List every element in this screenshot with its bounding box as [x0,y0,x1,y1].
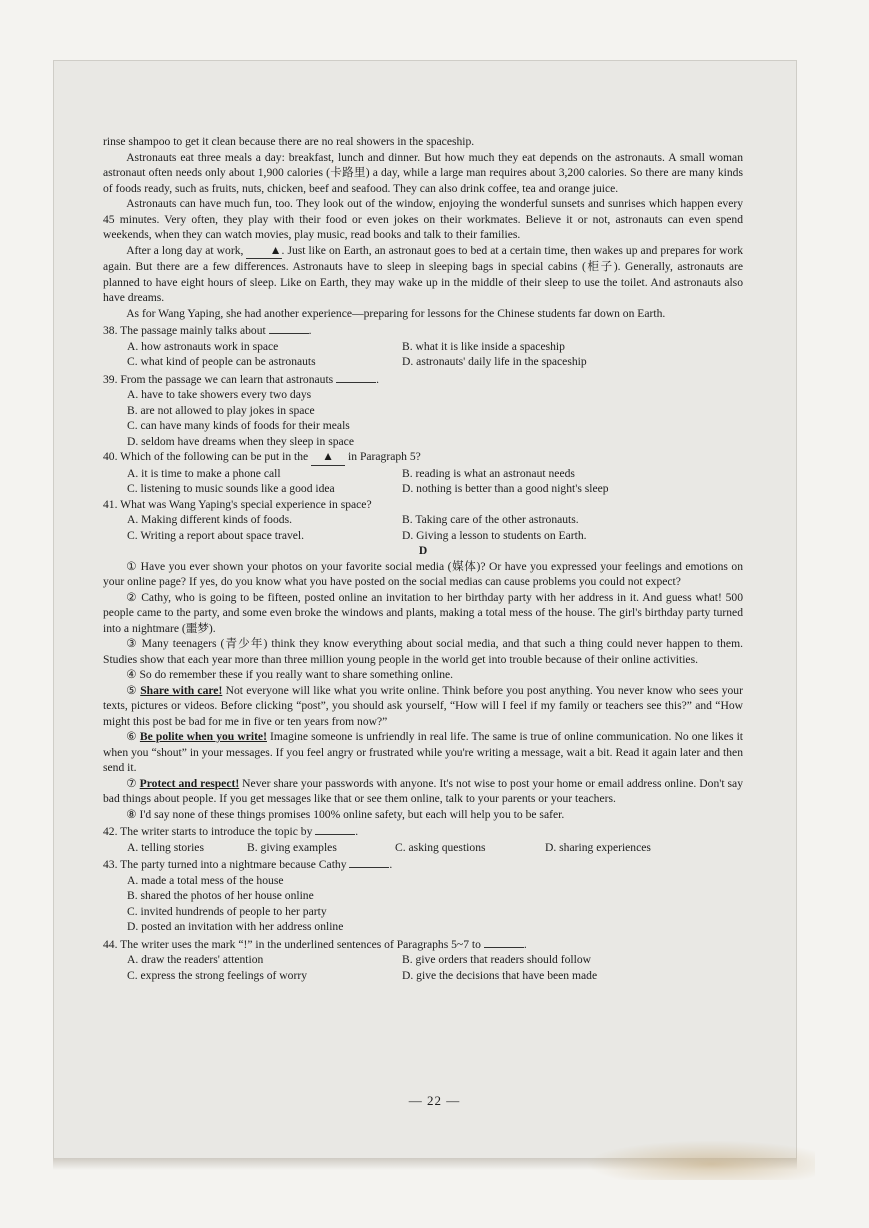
answer-blank [484,935,524,948]
option-d: D. seldom have dreams when they sleep in space [127,434,354,448]
options-row [103,481,743,497]
stem-end: . [523,937,527,951]
paragraph-body: Never share your passwords with anyone. It's not wise to post your home or email address online. Don't say bad things about people. If you get messages like that or see them online, talk to your parents or your teachers. [103,776,744,805]
option-c: C. Writing a report about space travel. [127,528,305,542]
options-row [103,339,743,355]
stem-end: . [376,372,380,386]
p4-start: After a long day at work, [126,243,244,257]
underlined-sentence: Be polite when you write! [139,730,267,743]
option-a: A. made a total mess of the house [127,873,284,887]
passage-d-p1: ① Have you ever shown your photos on your favorite social media (媒体)? Or have you expressed your feelings and emotions on your online page? If yes, do you know what you have posted on the social medias can cause problems you could not expect? [103,559,743,588]
question-42 [103,822,743,840]
answer-blank [349,855,389,868]
option-b: B. Taking care of the other astronauts. [402,513,579,526]
option-b: B. give orders that readers should follow [402,953,591,966]
option-a: A. how astronauts work in space [127,339,279,353]
answer-blank [269,321,309,334]
question-39 [103,370,743,388]
option-d: D. sharing experiences [545,840,651,854]
option-d: D. astronauts' daily life in the spaceship [402,355,587,368]
answer-blank [315,822,355,835]
option-c: C. express the strong feelings of worry [127,968,307,982]
option-d: D. nothing is better than a good night's sleep [402,482,609,495]
stem-end: . [355,825,359,838]
option-c: C. can have many kinds of foods for their meals [127,419,350,432]
options-row [103,968,743,984]
question-stem: 44. The writer uses the mark “!” in the underlined sentences of Paragraphs 5~7 to [103,937,481,951]
passage-c-p3: Astronauts can have much fun, too. They look out of the window, enjoying the wonderful sunsets and sunrises which happen every 45 minutes. Very often, they play with their food or even jokes on their workmates. Believe it or not, astronauts can even spend weekends, when they can watch movies, play music, read books and talk to their families. [103,197,743,241]
passage-d-p8: ⑧ I'd say none of these things promises 100% online safety, but each will help you to be safer. [126,807,565,821]
option-b: B. reading is what an astronaut needs [402,466,575,480]
option-b: B. shared the photos of her house online [127,889,314,902]
blank-triangle: ▲ [246,243,281,260]
paragraph-body: Imagine someone is unfriendly in real life. The same is true of online communication. No one likes it when you “shout” in your messages. If you feel angry or frustrated while you're writing a message, wait a bit. Read it again later and then send it. [103,730,744,774]
section-heading: D [418,544,428,557]
option-c: C. asking questions [395,840,486,854]
page-number: — 22 — [408,1093,461,1108]
option-a: A. Making different kinds of foods. [127,513,292,526]
option-b: B. are not allowed to play jokes in space [127,403,315,417]
stem-end: . [308,324,312,337]
underlined-sentence: Protect and respect! [139,776,240,790]
paragraph-number: ⑤ [126,683,137,697]
option-c: C. what kind of people can be astronauts [127,355,316,368]
blank-triangle: ▲ [311,449,345,466]
passage-d-p6 [103,729,743,776]
option-c: C. listening to music sounds like a good idea [127,482,335,495]
question-38 [103,321,743,339]
question-stem: 38. The passage mainly talks about [103,324,266,337]
options-row [103,840,743,856]
page-content [103,134,743,983]
passage-c-p4 [103,243,743,306]
option-b: B. what it is like inside a spaceship [402,339,565,353]
option-b: B. giving examples [247,840,337,854]
passage-d-p7 [103,776,743,807]
paragraph-body: Not everyone will like what you write online. Think before you post anything. You never know who sees your texts, pictures or videos. Before clicking “post”, you should ask yourself, “How will I feel if my family or teachers see this?” and “How might this post be bad for me in five or ten years from now?” [103,683,743,728]
option-d: D. posted an invitation with her address online [127,920,344,933]
option-a: A. telling stories [127,840,204,854]
question-stem: 43. The party turned into a nightmare because Cathy [103,858,347,871]
question-stem: 40. Which of the following can be put in the [103,450,309,463]
question-43 [103,855,743,873]
options-row [103,952,743,968]
option-c: C. invited hundrends of people to her party [127,904,327,918]
p4-rest: . Just like on Earth, an astronaut goes to bed at a certain time, then wakes up and prepares for work again. But there are a few differences. Astronauts have to sleep in sleeping bags in special cabins (柜子). Generally, astronauts are planned to have eight hours of sleep. Like on Earth, they may wake up in the middle of their sleep to use the toilet. And astronauts also have dreams. [103,243,743,304]
underlined-sentence: Share with care! [140,683,223,697]
paragraph-number: ⑥ [126,730,137,743]
options-row [103,354,743,370]
option-a: A. it is time to make a phone call [127,466,281,480]
answer-blank [336,370,376,383]
question-40 [103,449,743,466]
option-d: D. Giving a lesson to students on Earth. [402,528,587,542]
question-41: 41. What was Wang Yaping's special experience in space? [103,497,372,511]
option-a: A. have to take showers every two days [127,388,312,401]
passage-d-p5 [103,683,743,730]
passage-c-p2: Astronauts eat three meals a day: breakfast, lunch and dinner. But how much they eat depends on the astronauts. A small woman astronaut often needs only about 1,900 calories (卡路里) a day, while a large man requires about 3,200 calories. So there are many kinds of foods ready, such as fruits, nuts, chicken, beef and seafood. They can also drink coffee, tea and orange juice. [103,150,743,195]
question-stem-end: in Paragraph 5? [348,450,421,463]
question-stem: 39. From the passage we can learn that astronauts [103,372,334,386]
options-row [103,528,743,544]
passage-d-p2: ② Cathy, who is going to be fifteen, posted online an invitation to her birthday party with her address in it. And guess what! 500 people came to the party, and some even broke the windows and plants, making a total mess of the house. The girl's birthday party turned into a nightmare (噩梦). [103,590,743,635]
question-stem: 42. The writer starts to introduce the topic by [103,825,313,838]
passage-c-p1: rinse shampoo to get it clean because there are no real showers in the spaceship. [103,135,475,148]
option-d: D. give the decisions that have been made [402,968,598,982]
passage-c-p5: As for Wang Yaping, she had another experience—preparing for lessons for the Chinese students far down on Earth. [126,306,666,320]
stem-end: . [389,858,393,871]
options-row [103,466,743,482]
options-row [103,512,743,528]
paragraph-number: ⑦ [126,776,137,790]
question-44 [103,935,743,953]
passage-d-p3: ③ Many teenagers (青少年) think they know everything about social media, and that such a thing could never happen to them. Studies show that each year more than three million young people in the world get into trouble because of their online activities. [103,637,743,666]
paper-stain [585,1140,815,1180]
passage-d-p4: ④ So do remember these if you really want to share something online. [126,668,454,681]
option-a: A. draw the readers' attention [127,953,264,966]
